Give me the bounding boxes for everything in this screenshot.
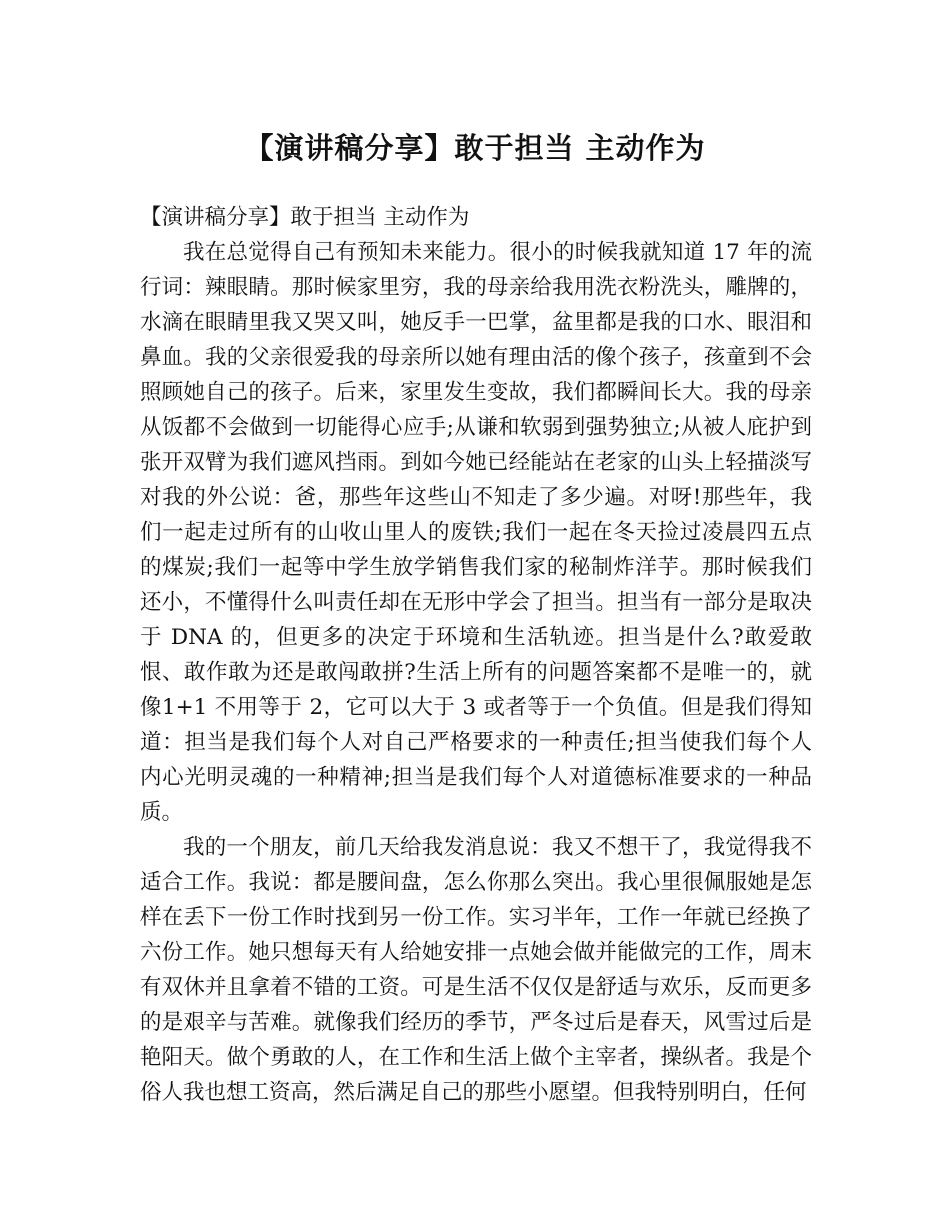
paragraph-1: 我在总觉得自己有预知未来能力。很小的时候我就知道 17 年的流行词：辣眼睛。那时候家里穷，我的母亲给我用洗衣粉洗头，雕牌的，水滴在眼睛里我又哭又叫，她反手一巴掌，盆里都是我的口水、眼泪和鼻血。我的父亲很爱我的母亲所以她有理由活的像个孩子，孩童到不会照顾她自己的孩子。后来，家里发生变故，我们都瞬间长大。我的母亲从饭都不会做到一切能得心应手;从谦和软弱到强势独立;从被人庇护到张开双臂为我们遮风挡雨。到如今她已经能站在老家的山头上轻描淡写对我的外公说：爸，那些年这些山不知走了多少遍。对呀!那些年，我们一起走过所有的山收山里人的废铁;我们一起在冬天捡过凌晨四五点的煤炭;我们一起等中学生放学销售我们家的秘制炸洋芋。那时候我们还小，不懂得什么叫责任却在无形中学会了担当。担当有一部分是取决于 DNA 的，但更多的决定于环境和生活轨迹。担当是什么?敢爱敢恨、敢作敢为还是敢闯敢拼?生活上所有的问题答案都不是唯一的，就像1+1 不用等于 2，它可以大于 3 或者等于一个负值。但是我们得知道：担当是我们每个人对自己严格要求的一种责任;担当使我们每个人内心光明灵魂的一种精神;担当是我们每个人对道德标准要求的一种品质。 [140,240,812,825]
document-body [140,200,812,1110]
document-subtitle: 【演讲稿分享】敢于担当 主动作为 [140,205,470,230]
document-title: 【演讲稿分享】敢于担当 主动作为 [244,131,706,165]
paragraph-2: 我的一个朋友，前几天给我发消息说：我又不想干了，我觉得我不适合工作。我说：都是腰间盘，怎么你那么突出。我心里很佩服她是怎样在丢下一份工作时找到另一份工作。实习半年，工作一年就已经换了六份工作。她只想每天有人给她安排一点她会做并能做完的工作，周末有双休并且拿着不错的工资。可是生活不仅仅是舒适与欢乐，反而更多的是艰辛与苦难。就像我们经历的季节，严冬过后是春天，风雪过后是艳阳天。做个勇敢的人，在工作和生活上做个主宰者，操纵者。我是个俗人我也想工资高，然后满足自己的那些小愿望。但我特别明白，任何 [140,835,812,1105]
